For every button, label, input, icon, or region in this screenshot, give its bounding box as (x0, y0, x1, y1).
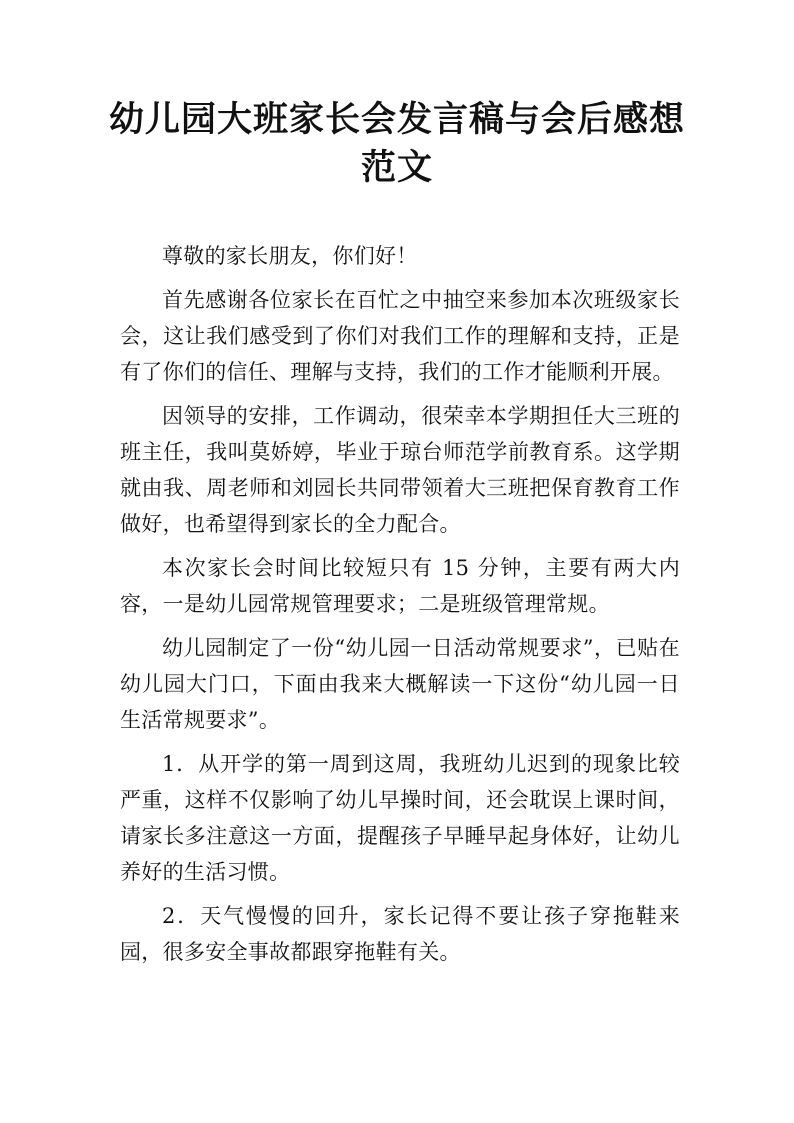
rules-intro-paragraph: 幼儿园制定了一份“幼儿园一日活动常规要求”，已贴在幼儿园大门口，下面由我来大概解读一下这份“幼儿园一日生活常规要求”。 (120, 636, 680, 732)
meeting-overview-paragraph: 本次家长会时间比较短只有 15 分钟，主要有两大内容，一是幼儿园常规管理要求；二是班级管理常规。 (120, 556, 680, 616)
rule-item-1-paragraph: 1．从开学的第一周到这周，我班幼儿迟到的现象比较严重，这样不仅影响了幼儿早操时间，还会耽误上课时间，请家长多注意这一方面，提醒孩子早睡早起身体好，让幼儿养好的生活习惯。 (120, 752, 680, 884)
document-body (120, 238, 680, 978)
introduction-paragraph: 因领导的安排，工作调动，很荣幸本学期担任大三班的班主任，我叫莫娇婷，毕业于琼台师范学前教育系。这学期就由我、周老师和刘园长共同带领着大三班把保育教育工作做好，也希望得到家长的全力配合。 (120, 404, 680, 536)
thanks-paragraph: 首先感谢各位家长在百忙之中抽空来参加本次班级家长会，这让我们感受到了你们对我们工作的理解和支持，正是有了你们的信任、理解与支持，我们的工作才能顺利开展。 (120, 288, 680, 384)
rule-item-2-paragraph: 2．天气慢慢的回升，家长记得不要让孩子穿拖鞋来园，很多安全事故都跟穿拖鞋有关。 (120, 904, 680, 964)
document-title: 幼儿园大班家长会发言稿与会后感想范文 (108, 99, 685, 188)
greeting-paragraph: 尊敬的家长朋友，你们好！ (162, 244, 418, 268)
